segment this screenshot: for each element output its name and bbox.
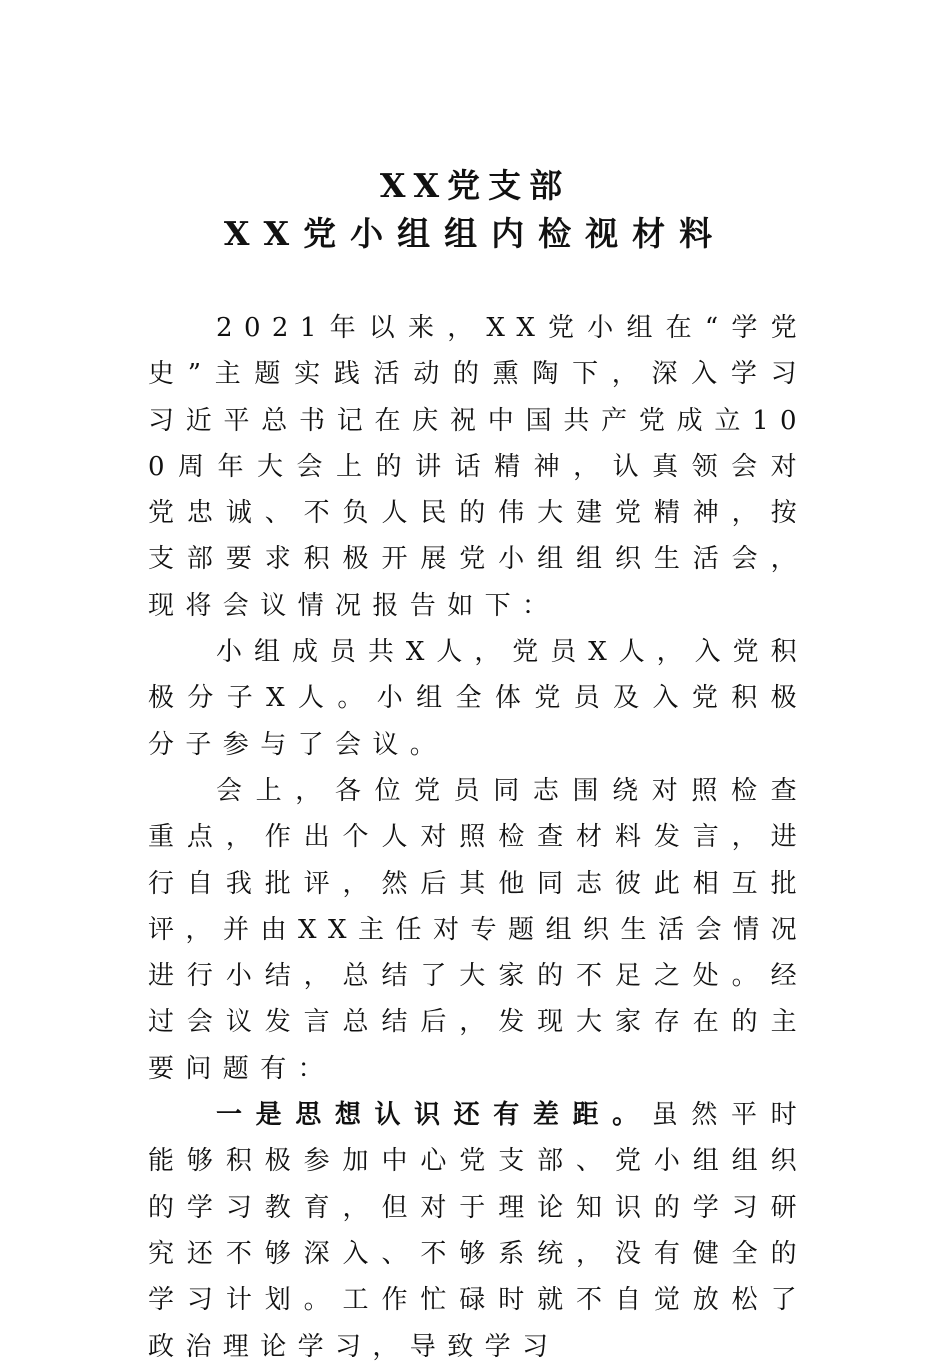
document-title-line2: XX党小组组内检视材料 — [223, 214, 727, 253]
document-title-line1: XX党支部 — [379, 166, 571, 205]
paragraph-point-1 — [148, 1092, 808, 1370]
paragraph-intro: 2021年以来，XX党小组在“学党史”主题实践活动的熏陶下，深入学习习近平总书记在庆祝中国共产党成立100周年大会上的讲话精神，认真领会对党忠诚、不负人民的伟大建党精神，按支部要求积极开展党小组组织生活会，现将会议情况报告如下： — [148, 313, 808, 621]
document-body — [148, 305, 808, 1370]
paragraph-members: 小组成员共X人，党员X人，入党积极分子X人。小组全体党员及入党积极分子参与了会议。 — [148, 637, 808, 760]
point-1-heading: 一是思想认识还有差距。 — [216, 1100, 652, 1131]
paragraph-meeting: 会上，各位党员同志围绕对照检查重点，作出个人对照检查材料发言，进行自我批评，然后其他同志彼此相互批评，并由XX主任对专题组织生活会情况进行小结，总结了大家的不足之处。经过会议发言总结后，发现大家存在的主要问题有： — [148, 775, 808, 1084]
point-1-text: 虽然平时能够积极参加中心党支部、党小组组织的学习教育，但对于理论知识的学习研究还不够深入、不够系统，没有健全的学习计划。工作忙碌时就不自觉放松了政治理论学习，导致学习 — [148, 1100, 808, 1362]
